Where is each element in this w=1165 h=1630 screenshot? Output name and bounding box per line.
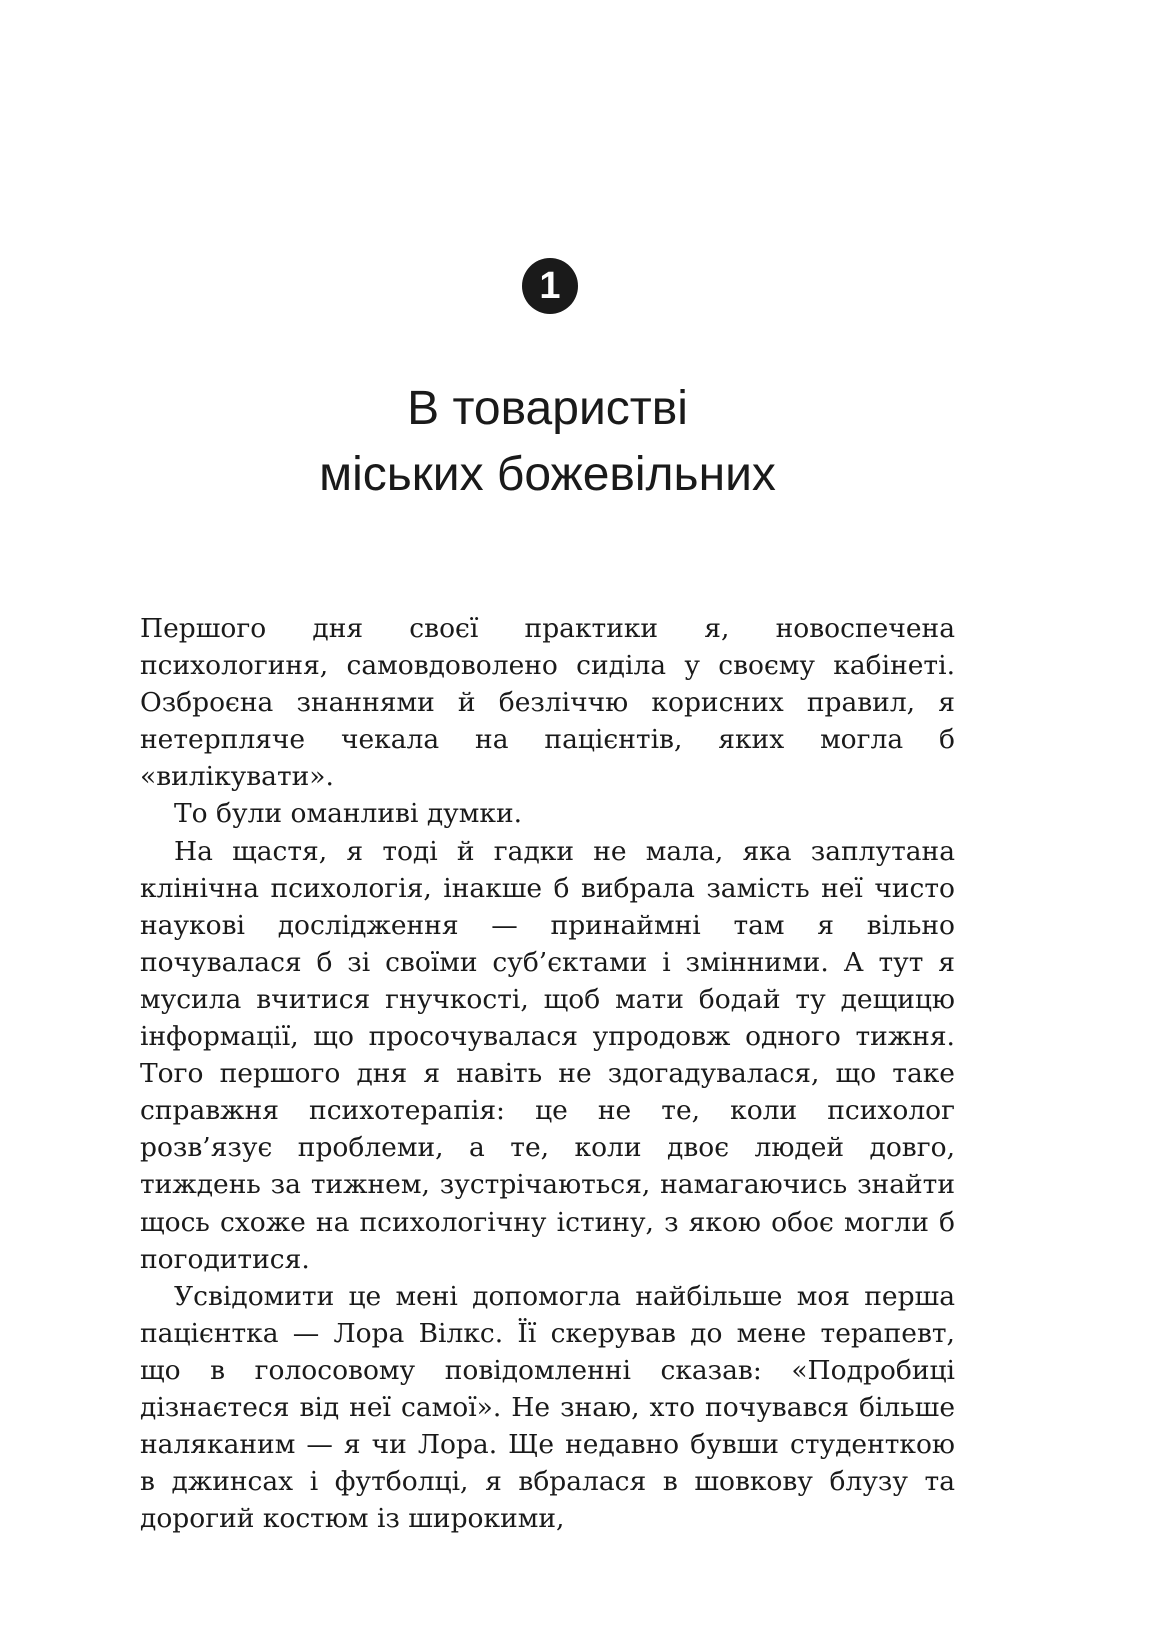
body-text: [140, 610, 955, 1537]
chapter-title-line-2: міських божевільних: [319, 448, 776, 501]
paragraph: Першого дня своєї практики я, новоспечена психологиня, самовдоволено сиділа у своєму кабінеті. Озброєна знаннями й безліччю корисних правил, я нетерпляче чекала на пацієнтів, яких могла б «вилікувати».: [140, 613, 955, 793]
paragraph: Усвідомити це мені допомогла найбільше моя перша пацієнтка — Лора Вілкс. Її скерував до мене терапевт, що в голосовому повідомленні сказав: «Подробиці дізнаєтеся від неї самої». Не знаю, хто почувався більше наляканим — я чи Лора. Ще недавно бувши студенткою в джинсах і футболці, я вбралася в шовкову блузу та дорогий костюм із широкими,: [140, 1280, 955, 1535]
chapter-title-line-1: В товаристві: [407, 382, 688, 435]
paragraph: На щастя, я тоді й гадки не мала, яка заплутана клінічна психологія, інакше б вибрала замість неї чисто наукові дослідження — принаймні там я вільно почувалася б зі своїми суб’єктами і змінними. А тут я мусила вчитися гнучкості, щоб мати бодай ту дещицю інформації, що просочувалася упродовж одного тижня. Того першого дня я навіть не здогадувалася, що таке справжня психотерапія: це не те, коли психолог розв’язує проблеми, а те, коли двоє людей довго, тиждень за тижнем, зустрічаються, намагаючись знайти щось схоже на психологічну істину, з якою обоє могли б погодитися.: [140, 835, 955, 1275]
chapter-title: [0, 376, 1095, 508]
paragraph: То були оманливі думки.: [174, 798, 523, 830]
chapter-number-badge: 1: [522, 258, 578, 314]
